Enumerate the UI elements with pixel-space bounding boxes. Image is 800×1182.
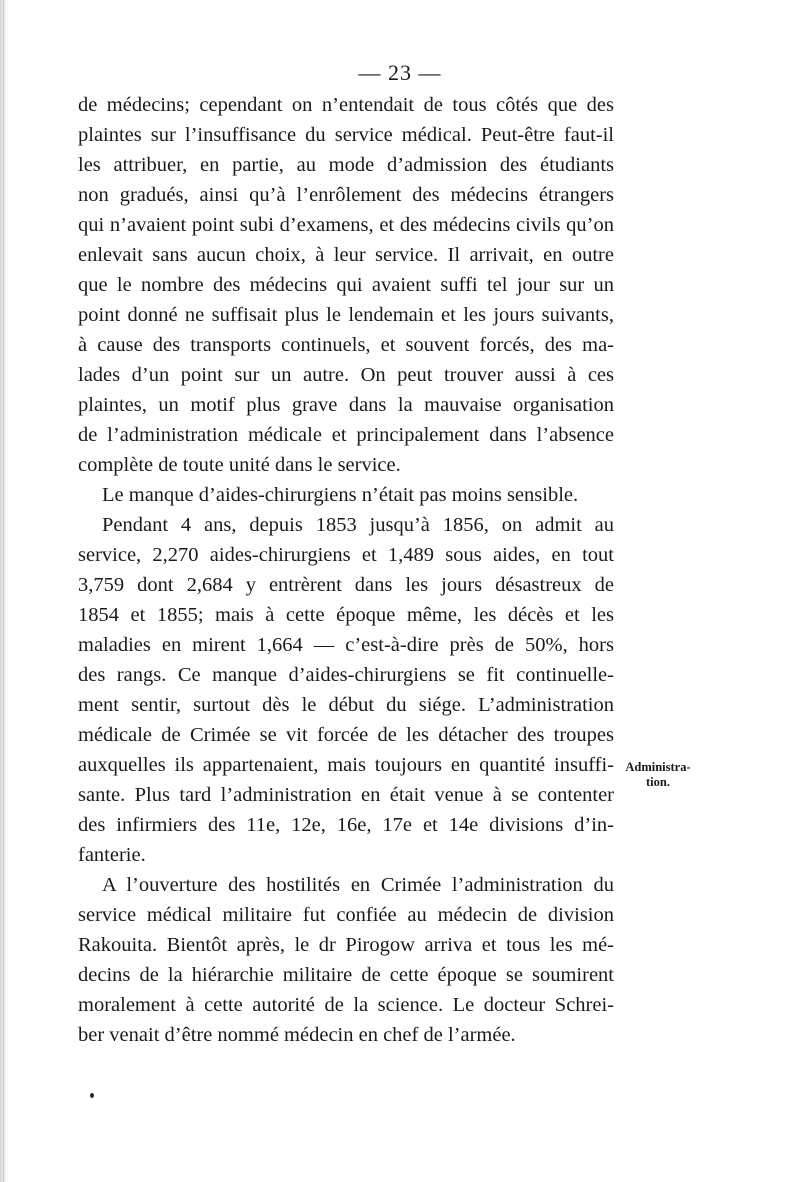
body-text — [78, 90, 614, 1050]
text-line: point donné ne suffisait plus le lendemain et les jours suivants, — [78, 304, 614, 326]
text-line: A l’ouverture des hostilités en Crimée l’administration du — [102, 874, 614, 896]
text-line: moralement à cette autorité de la science. Le docteur Schrei- — [78, 994, 614, 1016]
margin-note-line-2: tion. — [646, 775, 670, 789]
text-line: 1854 et 1855; mais à cette époque même, les décès et les — [78, 604, 614, 626]
text-line: plaintes sur l’insuffisance du service médical. Peut-être faut-il — [78, 124, 614, 146]
text-line: service médical militaire fut confiée au médecin de division — [78, 904, 614, 926]
text-line: maladies en mirent 1,664 — c’est-à-dire près de 50%, hors — [78, 634, 614, 656]
text-line: enlevait sans aucun choix, à leur service. Il arrivait, en outre — [78, 244, 614, 266]
text-line: à cause des transports continuels, et souvent forcés, des ma- — [78, 334, 614, 356]
text-line: Pendant 4 ans, depuis 1853 jusqu’à 1856, on admit au — [102, 514, 614, 536]
binding-edge — [0, 0, 9, 1182]
text-line: ment sentir, surtout dès le début du siége. L’administration — [78, 694, 614, 716]
margin-note — [620, 760, 696, 790]
text-line: les attribuer, en partie, au mode d’admission des étudiants — [78, 154, 614, 176]
text-line: complète de toute unité dans le service. — [78, 454, 401, 476]
text-line: lades d’un point sur un autre. On peut trouver aussi à ces — [78, 364, 614, 386]
text-line: médicale de Crimée se vit forcée de les détacher des troupes — [78, 724, 614, 746]
text-line: sante. Plus tard l’administration en était venue à se contenter — [78, 784, 614, 806]
binding-line — [3, 0, 4, 1182]
text-line: auxquelles ils appartenaient, mais toujours en quantité insuffi- — [78, 754, 614, 776]
text-line: que le nombre des médecins qui avaient suffi tel jour sur un — [78, 274, 614, 296]
text-line: de l’administration médicale et principalement dans l’absence — [78, 424, 614, 446]
text-line: service, 2,270 aides-chirurgiens et 1,489 sous aides, en tout — [78, 544, 614, 566]
text-line: Le manque d’aides-chirurgiens n’était pas moins sensible. — [102, 484, 579, 506]
text-line: Rakouita. Bientôt après, le dr Pirogow arriva et tous les mé- — [78, 934, 614, 956]
text-line: decins de la hiérarchie militaire de cette époque se soumirent — [78, 964, 614, 986]
page-number: — 23 — — [358, 60, 442, 85]
text-line: non gradués, ainsi qu’à l’enrôlement des médecins étrangers — [78, 184, 614, 206]
text-line: des infirmiers des 11e, 12e, 16e, 17e et 14e divisions d’in- — [78, 814, 614, 836]
text-line: qui n’avaient point subi d’examens, et des médecins civils qu’on — [78, 214, 614, 236]
text-line: plaintes, un motif plus grave dans la mauvaise organisation — [78, 394, 614, 416]
text-line: fanterie. — [78, 844, 146, 866]
margin-note-line-1: Administra- — [625, 760, 691, 774]
text-line: de médecins; cependant on n’entendait de tous côtés que des — [78, 94, 614, 116]
ink-speck — [90, 1093, 94, 1098]
text-line: des rangs. Ce manque d’aides-chirurgiens se fit continuelle- — [78, 664, 614, 686]
text-line: ber venait d’être nommé médecin en chef de l’armée. — [78, 1024, 516, 1046]
text-line: 3,759 dont 2,684 y entrèrent dans les jours désastreux de — [78, 574, 614, 596]
